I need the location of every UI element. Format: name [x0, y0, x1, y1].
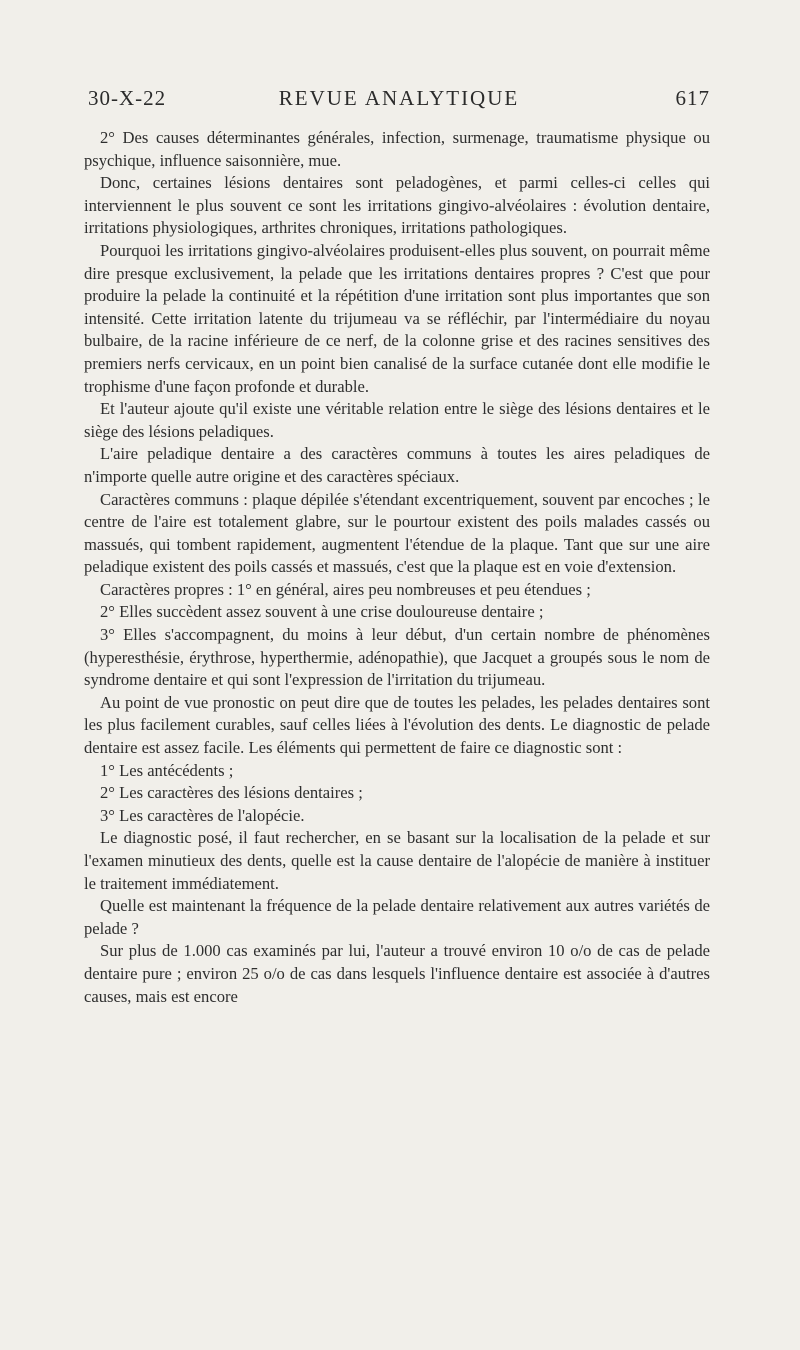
- paragraph: L'aire peladique dentaire a des caractères communs à toutes les aires peladiques de n'importe quelle autre origine et des caractères spéciaux.: [84, 444, 710, 486]
- paragraph: Quelle est maintenant la fréquence de la pelade dentaire relativement aux autres variétés de pelade ?: [84, 896, 710, 938]
- paragraph: 3° Elles s'accompagnent, du moins à leur début, d'un certain nombre de phénomènes (hyperesthésie, érythrose, hyperthermie, adénopathie), que Jacquet a groupés sous le nom de syndrome dentaire et qui sont l'expression de l'irritation du trijumeau.: [84, 625, 710, 690]
- paragraph: Pourquoi les irritations gingivo-alvéolaires produisent-elles plus souvent, on pourrait même dire presque exclusivement, la pelade que les irritations dentaires propres ? C'est que pour produire la pelade la continuité et la répétition d'une irritation sont plus importantes que son intensité. Cette irritation latente du trijumeau va se réfléchir, par l'intermédiaire du noyau bulbaire, de la racine inférieure de ce nerf, de la colonne grise et des racines sensitives des premiers nerfs cervicaux, en un point bien canalisé de la surface cutanée dont elle modifie le trophisme d'une façon profonde et durable.: [84, 240, 710, 396]
- paragraph: Caractères propres : 1° en général, aires peu nombreuses et peu étendues ;: [100, 579, 591, 599]
- paragraph: 2° Des causes déterminantes générales, infection, surmenage, traumatisme physique ou psychique, influence saisonnière, mue.: [84, 128, 710, 170]
- header-date: 30-X-22: [88, 86, 167, 110]
- paragraph: 2° Elles succèdent assez souvent à une crise douloureuse dentaire ;: [100, 602, 544, 622]
- paragraph: Et l'auteur ajoute qu'il existe une véritable relation entre le siège des lésions dentaires et le siège des lésions peladiques.: [84, 399, 710, 441]
- list-item: 3° Les caractères de l'alopécie.: [100, 805, 305, 825]
- header-title: REVUE ANALYTIQUE: [278, 86, 520, 110]
- body-text: [84, 127, 710, 1008]
- paragraph: Au point de vue pronostic on peut dire que de toutes les pelades, les pelades dentaires sont les plus facilement curables, sauf celles liées à l'évolution des dents. Le diagnostic de pelade dentaire est assez facile. Les éléments qui permettent de faire ce diagnostic sont :: [84, 692, 710, 758]
- running-header: [88, 86, 710, 116]
- page-number: 617: [675, 86, 710, 110]
- paragraph: Caractères communs : plaque dépilée s'étendant excentriquement, souvent par encoches ; le centre de l'aire est totalement glabre, sur le pourtour existent des poils malades cassés ou massués, qui tombent rapidement, augmentent l'étendue de la plaque. Tant que sur une aire peladique existent des poils cassés et massués, c'est que la plaque est en voie d'extension.: [84, 489, 710, 577]
- paragraph: Donc, certaines lésions dentaires sont peladogènes, et parmi celles-ci celles qui interviennent le plus souvent ce sont les irritations gingivo-alvéolaires : évolution dentaire, irritations physiologiques, arthrites chroniques, irritations pathologiques.: [84, 173, 710, 238]
- paragraph: Sur plus de 1.000 cas examinés par lui, l'auteur a trouvé environ 10 o/o de cas de pelade dentaire pure ; environ 25 o/o de cas dans lesquels l'influence dentaire est associée à d'autres causes, mais est encore: [84, 941, 710, 1006]
- list-item: 2° Les caractères des lésions dentaires ;: [100, 783, 363, 803]
- paragraph: Le diagnostic posé, il faut rechercher, en se basant sur la localisation de la pelade et sur l'examen minutieux des dents, quelle est la cause dentaire de l'alopécie de manière à instituer le traitement immédiatement.: [84, 828, 710, 893]
- list-item: 1° Les antécédents ;: [100, 760, 234, 780]
